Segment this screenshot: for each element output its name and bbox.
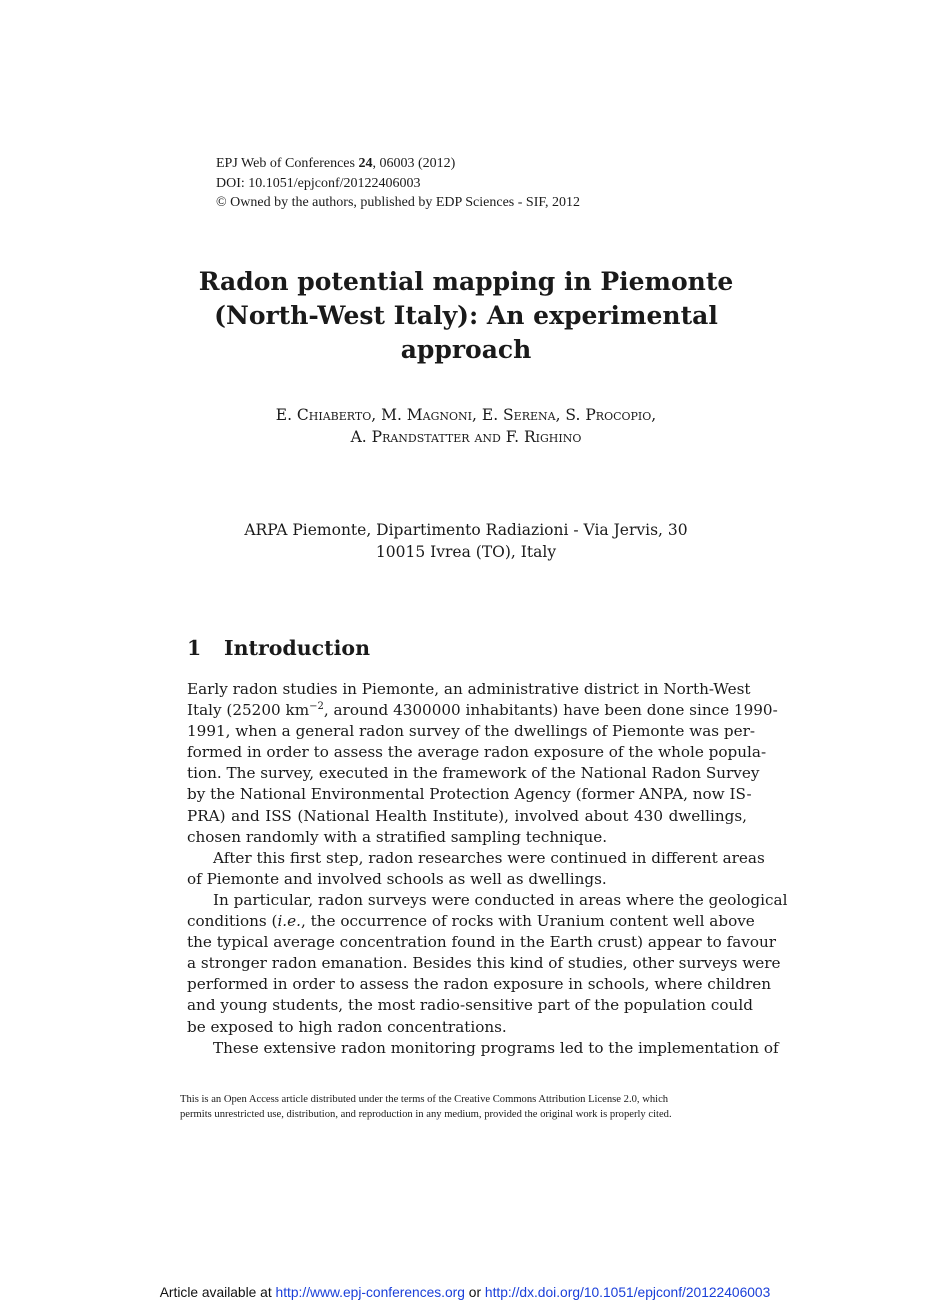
journal-citation bbox=[216, 154, 580, 174]
text-line: tion. The survey, executed in the framework of the National Radon Survey bbox=[187, 764, 760, 783]
text-line: After this first step, radon researches were continued in different areas bbox=[213, 848, 765, 867]
text-line: a stronger radon emanation. Besides this kind of studies, other surveys were bbox=[187, 954, 781, 973]
paragraph bbox=[187, 679, 778, 848]
article-availability bbox=[0, 1285, 930, 1300]
text-line: performed in order to assess the radon exposure in schools, where children bbox=[187, 975, 772, 994]
paper-title bbox=[120, 265, 812, 367]
exponent: −2 bbox=[309, 701, 324, 713]
copyright-line bbox=[216, 193, 580, 213]
availability-prefix: Article available at bbox=[159, 1285, 276, 1300]
paragraph bbox=[187, 848, 765, 890]
copyright-text: Owned by the authors, published by EDP Sciences - SIF, 2012 bbox=[226, 195, 581, 210]
copyright-icon: © bbox=[216, 195, 227, 210]
text-line: Early radon studies in Piemonte, an administrative district in North-West bbox=[187, 680, 751, 698]
text-line: 1991, when a general radon survey of the dwellings of Piemonte was per- bbox=[187, 722, 756, 741]
text-line: These extensive radon monitoring programs led to the implementation of bbox=[213, 1038, 779, 1057]
italic-abbrev: i.e. bbox=[277, 912, 301, 931]
text-line: PRA) and ISS (National Health Institute), involved about 430 dwellings, bbox=[187, 806, 747, 825]
availability-middle: or bbox=[464, 1285, 485, 1300]
author-line: E. Chiaberto, M. Magnoni, E. Serena, S. Procopio, bbox=[275, 406, 657, 424]
title-line: (North-West Italy): An experimental bbox=[214, 301, 718, 330]
affiliation-line: 10015 Ivrea (TO), Italy bbox=[375, 543, 557, 561]
affiliation bbox=[120, 519, 812, 563]
author-line: A. Prandstatter and F. Righino bbox=[350, 428, 582, 446]
affiliation-line: ARPA Piemonte, Dipartimento Radiazioni - Via Jervis, 30 bbox=[244, 521, 688, 539]
journal-prefix: EPJ Web of Conferences bbox=[216, 156, 359, 171]
footnote-line: permits unrestricted use, distribution, and reproduction in any medium, provided the original work is properly cited. bbox=[180, 1109, 672, 1120]
paragraph bbox=[187, 890, 788, 1038]
section-number: 1 bbox=[187, 636, 202, 660]
license-footnote bbox=[180, 1092, 752, 1122]
journal-header bbox=[216, 154, 580, 213]
text-line: the typical average concentration found in the Earth crust) appear to favour bbox=[187, 933, 777, 952]
text-line: formed in order to assess the average radon exposure of the whole popula- bbox=[187, 743, 767, 762]
doi-link[interactable]: http://dx.doi.org/10.1051/epjconf/20122406003 bbox=[484, 1285, 771, 1300]
section-heading bbox=[187, 636, 370, 660]
author-list bbox=[120, 404, 812, 448]
footnote-line: This is an Open Access article distributed under the terms of the Creative Commons Attribution License 2.0, which bbox=[180, 1094, 669, 1105]
section-title: Introduction bbox=[224, 636, 370, 660]
text-line: conditions (i.e., the occurrence of rocks with Uranium content well above bbox=[187, 912, 755, 931]
title-line: approach bbox=[400, 335, 532, 364]
journal-volume: 24 bbox=[358, 156, 373, 171]
title-line: Radon potential mapping in Piemonte bbox=[198, 267, 734, 296]
journal-link[interactable]: http://www.epj-conferences.org bbox=[275, 1285, 465, 1300]
text-line: by the National Environmental Protection Agency (former ANPA, now IS- bbox=[187, 785, 752, 804]
body-text bbox=[187, 679, 788, 1059]
text-line: and young students, the most radio-sensitive part of the population could bbox=[187, 996, 753, 1015]
text-line: chosen randomly with a stratified sampling technique. bbox=[187, 827, 608, 846]
text-line: be exposed to high radon concentrations. bbox=[187, 1017, 507, 1036]
journal-suffix: , 06003 (2012) bbox=[372, 156, 456, 171]
text-line: Italy (25200 $km^{-2}$, around 4300000 inhabitants) have been done since 1990- bbox=[187, 701, 778, 720]
paragraph bbox=[187, 1038, 779, 1059]
text-line: of Piemonte and involved schools as well as dwellings. bbox=[187, 869, 607, 888]
doi-line: DOI: 10.1051/epjconf/20122406003 bbox=[216, 175, 421, 191]
text-line: In particular, radon surveys were conducted in areas where the geological bbox=[213, 890, 788, 909]
